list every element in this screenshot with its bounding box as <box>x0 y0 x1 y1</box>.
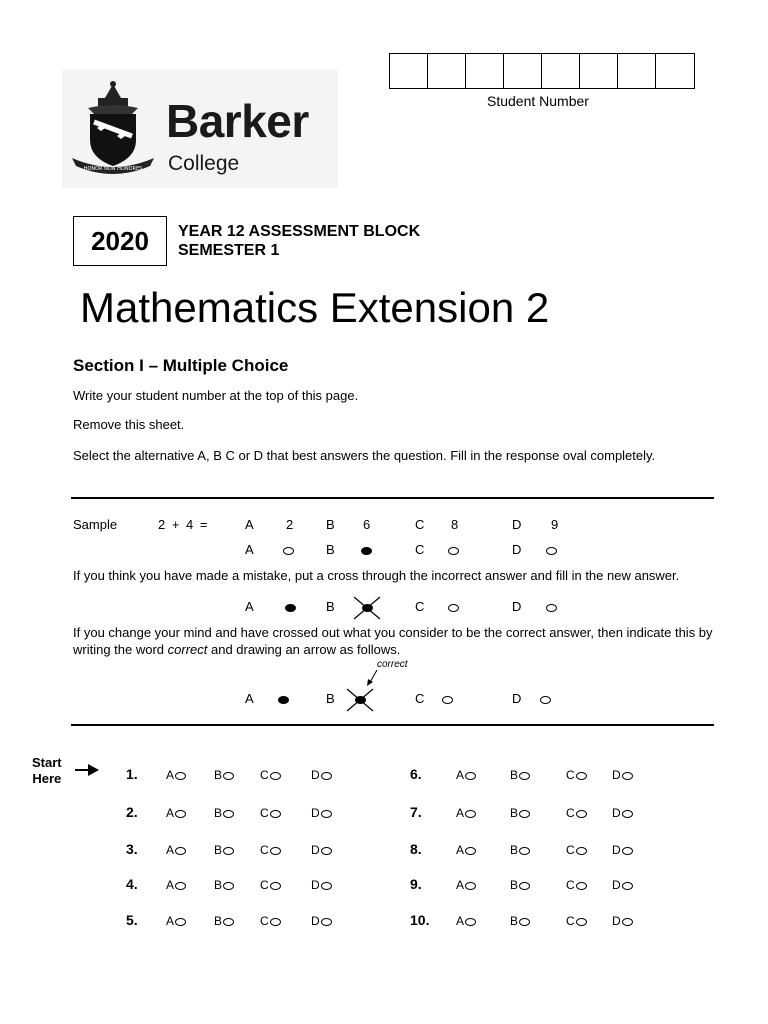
answer-option[interactable] <box>166 806 186 820</box>
answer-option[interactable] <box>311 843 332 857</box>
answer-option-letter: A <box>166 878 175 892</box>
answer-option[interactable] <box>166 843 186 857</box>
response-oval[interactable] <box>321 847 332 855</box>
change-word: correct <box>167 642 208 657</box>
sample-oval-d <box>546 547 557 555</box>
answer-option-letter: C <box>566 806 575 820</box>
answer-option[interactable] <box>612 806 633 820</box>
response-oval[interactable] <box>519 810 530 818</box>
answer-option-letter: C <box>566 843 575 857</box>
divider-top <box>71 497 714 499</box>
answer-option-letter: C <box>566 768 575 782</box>
answer-option-letter: D <box>311 878 320 892</box>
sample-value-a: 2 <box>286 517 294 532</box>
answer-option-letter: D <box>612 806 621 820</box>
answer-option[interactable] <box>566 768 587 782</box>
sample-oval-label-a: A <box>245 542 254 557</box>
response-oval[interactable] <box>321 918 332 926</box>
exam-year: 2020 <box>73 216 167 266</box>
answer-option[interactable] <box>214 806 234 820</box>
answer-option[interactable] <box>612 768 633 782</box>
question-number: 6. <box>410 766 422 782</box>
sample-oval-c <box>448 547 459 555</box>
student-number-box[interactable] <box>618 54 656 88</box>
answer-option-letter: D <box>612 878 621 892</box>
response-oval[interactable] <box>270 882 281 890</box>
start-label-line2: Here <box>32 771 62 786</box>
mistake-oval-c <box>448 604 459 612</box>
answer-option[interactable] <box>166 878 186 892</box>
student-number-box[interactable] <box>466 54 504 88</box>
answer-option[interactable] <box>260 878 281 892</box>
mistake-oval-a-filled <box>285 604 296 612</box>
answer-option[interactable] <box>566 878 587 892</box>
answer-option[interactable] <box>612 843 633 857</box>
sample-label: Sample <box>73 517 118 532</box>
answer-option-letter: C <box>566 914 575 928</box>
sample-letter-b: B <box>326 517 335 532</box>
correct-label-a: A <box>245 691 254 706</box>
logo-subname: College <box>168 152 240 175</box>
question-number: 3. <box>126 841 138 857</box>
answer-option[interactable] <box>311 878 332 892</box>
response-oval[interactable] <box>270 847 281 855</box>
answer-option-letter: D <box>612 843 621 857</box>
correct-label-d: D <box>512 691 522 706</box>
response-oval[interactable] <box>519 918 530 926</box>
answer-option-letter: A <box>166 806 175 820</box>
response-oval[interactable] <box>223 772 234 780</box>
answer-option-letter: D <box>311 806 320 820</box>
answer-option-letter: B <box>510 768 519 782</box>
answer-option-letter: A <box>166 843 175 857</box>
answer-option[interactable] <box>260 768 281 782</box>
answer-option[interactable] <box>510 914 530 928</box>
exam-block-line2: SEMESTER 1 <box>178 242 280 259</box>
answer-option-letter: B <box>214 878 223 892</box>
response-oval[interactable] <box>576 810 587 818</box>
arrow-right-icon <box>74 763 100 777</box>
answer-option[interactable] <box>510 768 530 782</box>
answer-option-letter: B <box>510 806 519 820</box>
sample-letter-c: C <box>415 517 425 532</box>
instruction-2: Remove this sheet. <box>73 417 185 432</box>
response-oval[interactable] <box>321 882 332 890</box>
answer-option[interactable] <box>612 878 633 892</box>
answer-option[interactable] <box>214 843 234 857</box>
cross-mark-icon <box>352 595 382 621</box>
response-oval[interactable] <box>576 882 587 890</box>
answer-option-letter: D <box>311 914 320 928</box>
crest-icon <box>68 78 158 178</box>
change-instruction <box>73 624 713 658</box>
response-oval[interactable] <box>622 810 633 818</box>
answer-option[interactable] <box>311 806 332 820</box>
answer-option-letter: C <box>566 878 575 892</box>
response-oval[interactable] <box>622 847 633 855</box>
answer-option[interactable] <box>311 914 332 928</box>
answer-option[interactable] <box>214 878 234 892</box>
answer-option[interactable] <box>612 914 633 928</box>
sample-oval-label-b: B <box>326 542 335 557</box>
answer-option-letter: B <box>214 806 223 820</box>
exam-block-line1: YEAR 12 ASSESSMENT BLOCK <box>178 223 421 240</box>
sample-value-c: 8 <box>451 517 459 532</box>
student-number-box[interactable] <box>390 54 428 88</box>
cross-mark-icon <box>345 687 375 713</box>
answer-option[interactable] <box>166 914 186 928</box>
response-oval[interactable] <box>519 882 530 890</box>
answer-option-letter: B <box>214 768 223 782</box>
student-number-box[interactable] <box>580 54 618 88</box>
response-oval[interactable] <box>223 918 234 926</box>
response-oval[interactable] <box>622 918 633 926</box>
answer-option[interactable] <box>456 878 476 892</box>
student-number-box[interactable] <box>542 54 580 88</box>
sample-value-b: 6 <box>363 517 371 532</box>
correct-label-b: B <box>326 691 335 706</box>
answer-option-letter: C <box>260 806 269 820</box>
response-oval[interactable] <box>270 772 281 780</box>
answer-option[interactable] <box>510 843 530 857</box>
answer-option-letter: B <box>510 914 519 928</box>
student-number-box[interactable] <box>656 54 694 88</box>
exam-title: Mathematics Extension 2 <box>80 284 550 331</box>
answer-option[interactable] <box>456 914 476 928</box>
response-oval[interactable] <box>622 882 633 890</box>
logo-name: Barker <box>166 95 309 147</box>
change-text-1: If you change your mind and have crossed out what you consider to be the correct answer, then indicate this by writing the word <box>73 625 713 657</box>
student-number-boxes[interactable] <box>389 53 695 89</box>
sample-oval-a <box>283 547 294 555</box>
start-here-label <box>32 755 62 787</box>
student-number-box[interactable] <box>504 54 542 88</box>
answer-option-letter: D <box>311 843 320 857</box>
question-number: 1. <box>126 766 138 782</box>
response-oval[interactable] <box>223 882 234 890</box>
response-oval[interactable] <box>175 772 186 780</box>
sample-oval-label-c: C <box>415 542 425 557</box>
answer-option[interactable] <box>456 806 476 820</box>
mistake-label-d: D <box>512 599 522 614</box>
response-oval[interactable] <box>519 847 530 855</box>
sample-letter-a: A <box>245 517 254 532</box>
response-oval[interactable] <box>576 847 587 855</box>
response-oval[interactable] <box>175 882 186 890</box>
answer-option-letter: A <box>456 806 465 820</box>
instruction-1: Write your student number at the top of this page. <box>73 388 359 403</box>
answer-option-letter: A <box>166 914 175 928</box>
answer-option[interactable] <box>311 768 332 782</box>
answer-option[interactable] <box>510 806 530 820</box>
student-number-label: Student Number <box>487 93 589 109</box>
response-oval[interactable] <box>223 847 234 855</box>
response-oval[interactable] <box>270 810 281 818</box>
answer-option-letter: C <box>260 914 269 928</box>
response-oval[interactable] <box>465 810 476 818</box>
answer-option[interactable] <box>566 914 587 928</box>
answer-option[interactable] <box>260 914 281 928</box>
answer-option-letter: B <box>214 843 223 857</box>
answer-option[interactable] <box>456 843 476 857</box>
correct-oval-a-filled <box>278 696 289 704</box>
response-oval[interactable] <box>465 847 476 855</box>
answer-option-letter: A <box>456 878 465 892</box>
answer-option-letter: D <box>612 768 621 782</box>
response-oval[interactable] <box>465 772 476 780</box>
sample-letter-d: D <box>512 517 522 532</box>
answer-option-letter: A <box>456 843 465 857</box>
answer-option-letter: C <box>260 768 269 782</box>
response-oval[interactable] <box>175 810 186 818</box>
answer-option[interactable] <box>166 768 186 782</box>
answer-option[interactable] <box>260 806 281 820</box>
response-oval[interactable] <box>465 918 476 926</box>
response-oval[interactable] <box>223 810 234 818</box>
start-label-line1: Start <box>32 755 62 770</box>
answer-option-letter: B <box>214 914 223 928</box>
response-oval[interactable] <box>321 772 332 780</box>
answer-option[interactable] <box>510 878 530 892</box>
question-number: 7. <box>410 804 422 820</box>
answer-option-letter: D <box>612 914 621 928</box>
answer-option-letter: A <box>166 768 175 782</box>
response-oval[interactable] <box>465 882 476 890</box>
response-oval[interactable] <box>576 772 587 780</box>
response-oval[interactable] <box>321 810 332 818</box>
sample-oval-label-d: D <box>512 542 522 557</box>
mistake-instruction: If you think you have made a mistake, put a cross through the incorrect answer and fill in the new answer. <box>73 568 680 583</box>
answer-option-letter: B <box>510 843 519 857</box>
answer-option[interactable] <box>566 806 587 820</box>
response-oval[interactable] <box>175 918 186 926</box>
student-number-box[interactable] <box>428 54 466 88</box>
sample-value-d: 9 <box>551 517 559 532</box>
answer-option[interactable] <box>566 843 587 857</box>
response-oval[interactable] <box>270 918 281 926</box>
answer-option-letter: A <box>456 914 465 928</box>
arrow-down-icon <box>364 668 380 688</box>
correct-oval-c <box>442 696 453 704</box>
response-oval[interactable] <box>175 847 186 855</box>
answer-option-letter: B <box>510 878 519 892</box>
correct-label-c: C <box>415 691 425 706</box>
mistake-label-a: A <box>245 599 254 614</box>
change-text-2: and drawing an arrow as follows. <box>207 642 401 657</box>
mistake-label-c: C <box>415 599 425 614</box>
sample-question: 2 + 4 = <box>158 517 208 532</box>
mistake-label-b: B <box>326 599 335 614</box>
answer-option-letter: D <box>311 768 320 782</box>
answer-option[interactable] <box>260 843 281 857</box>
question-number: 9. <box>410 876 422 892</box>
answer-option[interactable] <box>214 914 234 928</box>
question-number: 8. <box>410 841 422 857</box>
answer-option-letter: C <box>260 878 269 892</box>
answer-option-letter: A <box>456 768 465 782</box>
divider-bottom <box>71 724 714 726</box>
question-number: 2. <box>126 804 138 820</box>
sample-oval-b-filled <box>361 547 372 555</box>
question-number: 10. <box>410 912 430 928</box>
question-number: 5. <box>126 912 138 928</box>
answer-option[interactable] <box>214 768 234 782</box>
mistake-oval-d <box>546 604 557 612</box>
instruction-3: Select the alternative A, B C or D that best answers the question. Fill in the response oval completely. <box>73 448 656 463</box>
question-number: 4. <box>126 876 138 892</box>
correct-note: correct <box>377 659 408 670</box>
school-logo <box>62 70 338 188</box>
section-title: Section I – Multiple Choice <box>73 356 289 375</box>
correct-oval-d <box>540 696 551 704</box>
crest-motto: HONOR NON HONORES <box>83 166 143 172</box>
answer-option[interactable] <box>456 768 476 782</box>
response-oval[interactable] <box>576 918 587 926</box>
response-oval[interactable] <box>622 772 633 780</box>
response-oval[interactable] <box>519 772 530 780</box>
answer-option-letter: C <box>260 843 269 857</box>
